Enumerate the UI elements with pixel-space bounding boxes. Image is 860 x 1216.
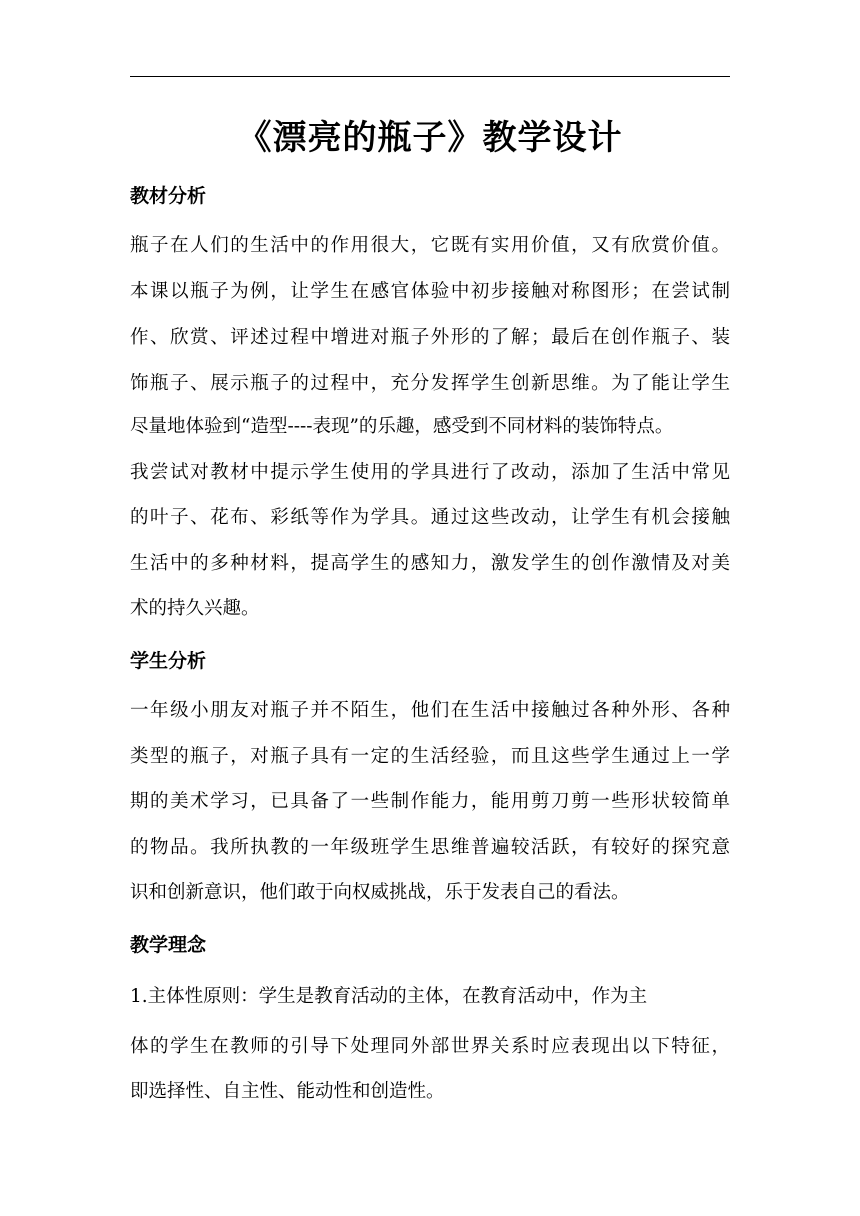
paragraph-line: 作、欣赏、评述过程中增进对瓶子外形的了解；最后在创作瓶子、装	[130, 327, 730, 348]
paragraph-line: 识和创新意识，他们敢于向权威挑战，乐于发表自己的看法。	[130, 882, 630, 903]
paragraph-line: 术的持久兴趣。	[130, 598, 260, 619]
paragraph-line: 体的学生在教师的引导下处理同外部世界关系时应表现出以下特征，	[130, 1036, 730, 1057]
paragraph-line: 的物品。我所执教的一年级班学生思维普遍较活跃，有较好的探究意	[130, 837, 730, 858]
paragraph-line: 即选择性、自主性、能动性和创造性。	[130, 1081, 445, 1102]
paragraph-line: 本课以瓶子为例，让学生在感官体验中初步接触对称图形；在尝试制	[130, 281, 730, 302]
paragraph-line: 我尝试对教材中提示学生使用的学具进行了改动，添加了生活中常见	[130, 462, 730, 483]
paragraph-line: 瓶子在人们的生活中的作用很大，它既有实用价值，又有欣赏价值。	[130, 235, 730, 256]
paragraph-line: 尽量地体验到“造型----表现”的乐趣，感受到不同材料的装饰特点。	[130, 416, 674, 437]
header-rule	[130, 76, 730, 77]
document-title: 《漂亮的瓶子》教学设计	[237, 118, 623, 158]
paragraph-line: 期的美术学习，已具备了一些制作能力，能用剪刀剪一些形状较简单	[130, 791, 730, 812]
paragraph-line: 1.主体性原则：学生是教育活动的主体，在教育活动中，作为主	[130, 986, 648, 1007]
paragraph-line: 生活中的多种材料，提高学生的感知力，激发学生的创作激情及对美	[130, 553, 730, 574]
paragraph-line: 一年级小朋友对瓶子并不陌生，他们在生活中接触过各种外形、各种	[130, 700, 730, 721]
paragraph-line: 饰瓶子、展示瓶子的过程中，充分发挥学生创新思维。为了能让学生	[130, 373, 730, 394]
section-heading-student-analysis: 学生分析	[130, 650, 207, 672]
section-heading-textbook-analysis: 教材分析	[130, 185, 207, 207]
section-heading-teaching-philosophy: 教学理念	[130, 934, 207, 956]
paragraph-line: 的叶子、花布、彩纸等作为学具。通过这些改动，让学生有机会接触	[130, 507, 730, 528]
paragraph-line: 类型的瓶子，对瓶子具有一定的生活经验，而且这些学生通过上一学	[130, 746, 730, 767]
